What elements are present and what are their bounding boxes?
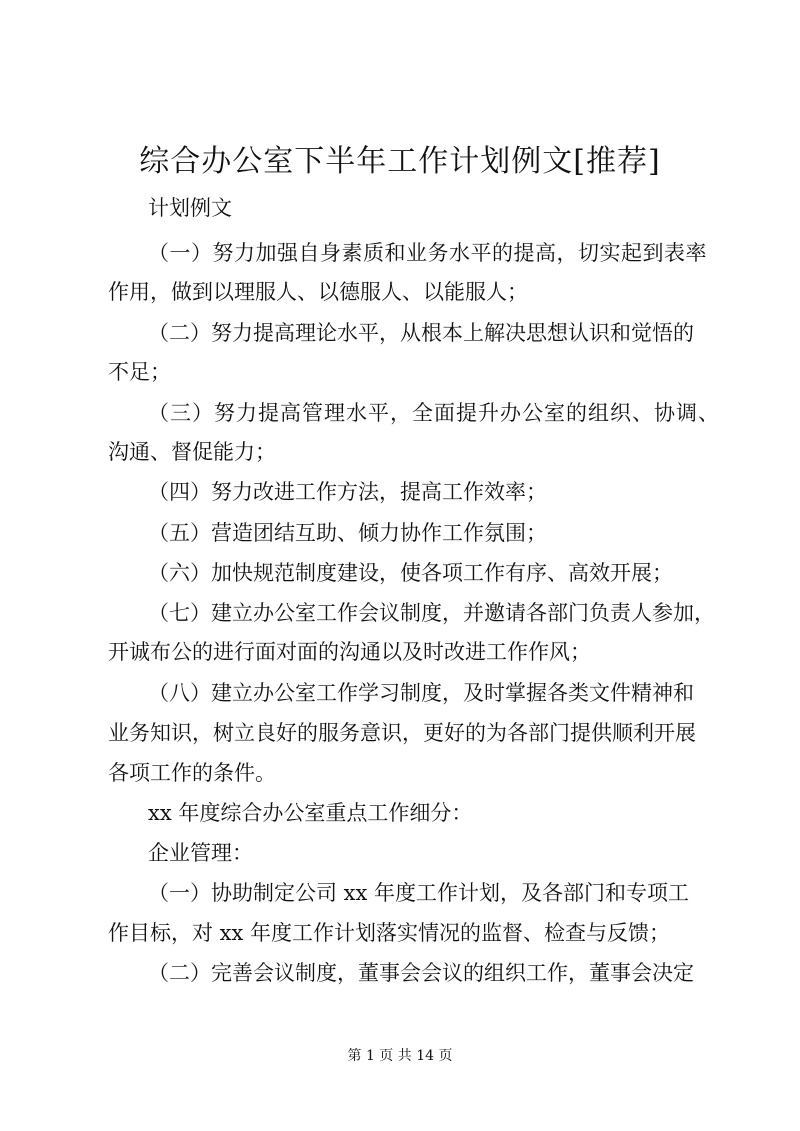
paragraph-line: 业务知识，树立良好的服务意识，更好的为各部门提供顺利开展 — [108, 721, 696, 745]
paragraph-line: （八）建立办公室工作学习制度，及时掌握各类文件精神和 — [148, 681, 694, 705]
page-footer: 第 1 页 共 14 页 — [347, 1048, 453, 1064]
paragraph-line: （二）努力提高理论水平，从根本上解决思想认识和觉悟的 — [148, 321, 694, 345]
paragraph-line: 沟通、督促能力； — [108, 440, 276, 464]
page-title: 综合办公室下半年工作计划例文[推荐] — [139, 144, 661, 179]
paragraph-line: 各项工作的条件。 — [108, 761, 276, 785]
section-label: xx 年度综合办公室重点工作细分： — [148, 801, 473, 825]
paragraph-line: （四）努力改进工作方法，提高工作效率； — [148, 480, 547, 504]
paragraph-line: （五）营造团结互助、倾力协作工作氛围； — [148, 521, 547, 545]
paragraph-line: （一）协助制定公司 xx 年度工作计划，及各部门和专项工 — [148, 881, 690, 905]
paragraph-line: 不足； — [108, 360, 171, 384]
paragraph-line: （六）加快规范制度建设，使各项工作有序、高效开展； — [148, 561, 673, 585]
section-label: 计划例文 — [148, 196, 232, 220]
paragraph-line: （三）努力提高管理水平，全面提升办公室的组织、协调、 — [148, 401, 720, 425]
paragraph-line: 作用，做到以理服人、以德服人、以能服人； — [108, 280, 528, 304]
section-label: 企业管理： — [148, 841, 253, 865]
paragraph-line: 作目标，对 xx 年度工作计划落实情况的监督、检查与反馈； — [108, 921, 671, 945]
paragraph-line: （二）完善会议制度，董事会会议的组织工作，董事会决定 — [148, 961, 694, 985]
paragraph-line: （七）建立办公室工作会议制度，并邀请各部门负责人参加， — [148, 601, 715, 625]
paragraph-line: （一）努力加强自身素质和业务水平的提高，切实起到表率 — [148, 241, 707, 265]
paragraph-line: 开诚布公的进行面对面的沟通以及时改进工作作风； — [108, 640, 591, 664]
